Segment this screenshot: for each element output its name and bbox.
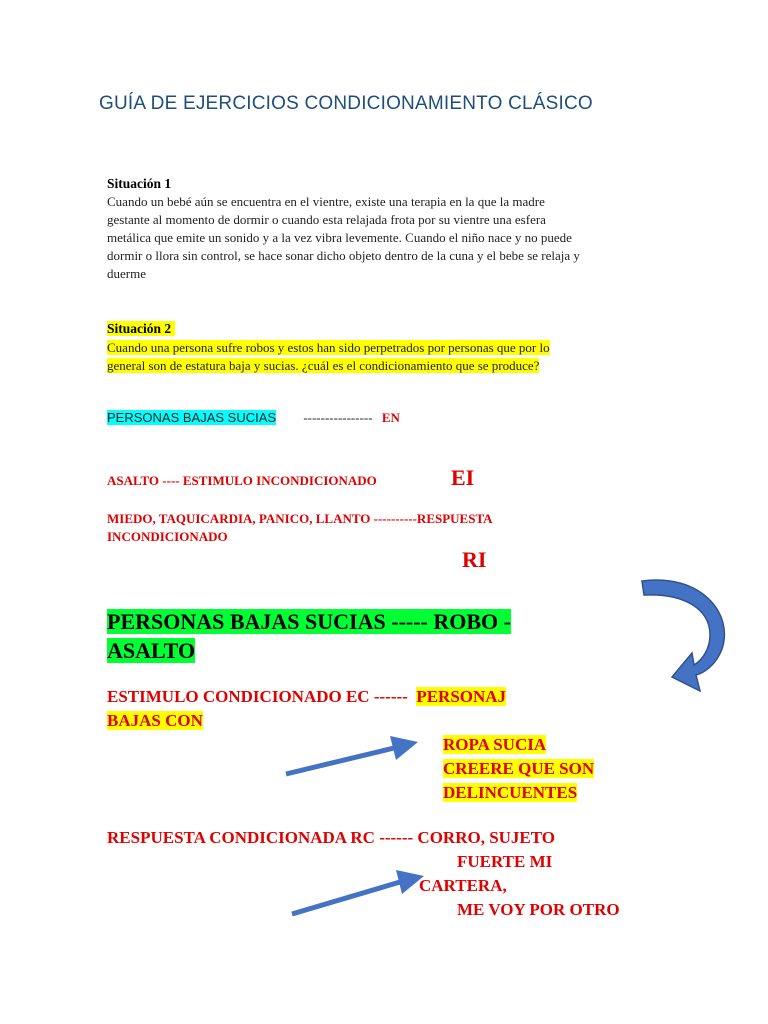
arrow-right-icon (282, 732, 422, 780)
situacion-2-line (107, 339, 667, 357)
situacion-2-text (107, 339, 667, 375)
rc-line-4: ME VOY POR OTRO (457, 900, 620, 919)
ropa-line-text: DELINCUENTES (443, 783, 578, 802)
ec-line-2 (107, 709, 506, 733)
personas-bajas-sucias-highlight: PERSONAS BAJAS SUCIAS (107, 410, 277, 425)
curved-arrow-icon (630, 565, 740, 695)
ec-highlight-1: PERSONAJ (416, 687, 507, 706)
situacion-2-line-text: Cuando una persona sufre robos y estos han sido perpetrados por personas que por lo (107, 340, 550, 355)
ropa-line (443, 757, 594, 781)
situacion-1-line: metálica que emite un sonido y a la vez vibra levemente. Cuando el niño nace y no puede (107, 230, 572, 245)
green-line-1-text: PERSONAS BAJAS SUCIAS ----- ROBO - (107, 609, 511, 634)
green-block (107, 607, 511, 665)
rc-line-1: RESPUESTA CONDICIONADA RC ------ CORRO, SUJETO (107, 828, 556, 847)
miedo-line-1: MIEDO, TAQUICARDIA, PANICO, LLANTO ----------RESPUESTA (107, 511, 493, 526)
green-line-2-text: ASALTO (107, 638, 196, 663)
rc-line-2: FUERTE MI (457, 852, 553, 871)
situacion-2-line (107, 357, 667, 375)
ei-label: EI (451, 465, 475, 490)
situacion-2-heading (107, 321, 175, 337)
situacion-2-heading-text: Situación 2 (107, 321, 172, 336)
miedo-line-2: INCONDICIONADO (107, 529, 228, 544)
situacion-1-line: gestante al momento de dormir o cuando esta relajada frota por su vientre una esfera (107, 212, 546, 227)
situacion-1-line: Cuando un bebé aún se encuentra en el vientre, existe una terapia en la que la madre (107, 194, 545, 209)
ec-label: ESTIMULO CONDICIONADO EC ------ (107, 687, 408, 706)
ec-block (107, 685, 506, 733)
green-line-1 (107, 607, 511, 636)
ri-label: RI (462, 547, 487, 572)
ropa-line (443, 781, 594, 805)
asalto-line: ASALTO ---- ESTIMULO INCONDICIONADO (107, 473, 377, 488)
situacion-1-line: duerme (107, 266, 146, 281)
situacion-2-line-text: general son de estatura baja y sucias. ¿cuál es el condicionamiento que se produce? (107, 358, 540, 373)
situacion-1-text (107, 193, 667, 283)
ec-highlight-2: BAJAS CON (107, 711, 203, 730)
ropa-line-text: ROPA SUCIA (443, 735, 547, 754)
ropa-block (443, 733, 594, 805)
ec-line-1 (107, 685, 506, 709)
ropa-line-text: CREERE QUE SON (443, 759, 595, 778)
page-title: GUÍA DE EJERCICIOS CONDICIONAMIENTO CLÁSICO (99, 93, 593, 114)
green-line-2 (107, 636, 511, 665)
answer-en: EN (381, 410, 400, 425)
situacion-1-heading: Situación 1 (107, 176, 172, 191)
answer-dashes: ---------------- (303, 410, 373, 425)
ropa-line (443, 733, 594, 757)
rc-line-3: CARTERA, (419, 876, 507, 895)
situacion-1-line: dormir o llora sin control, se hace sonar dicho objeto dentro de la cuna y el bebe se relaja y (107, 248, 580, 263)
arrow-right-icon (288, 864, 428, 920)
answer-line-1 (107, 410, 400, 426)
